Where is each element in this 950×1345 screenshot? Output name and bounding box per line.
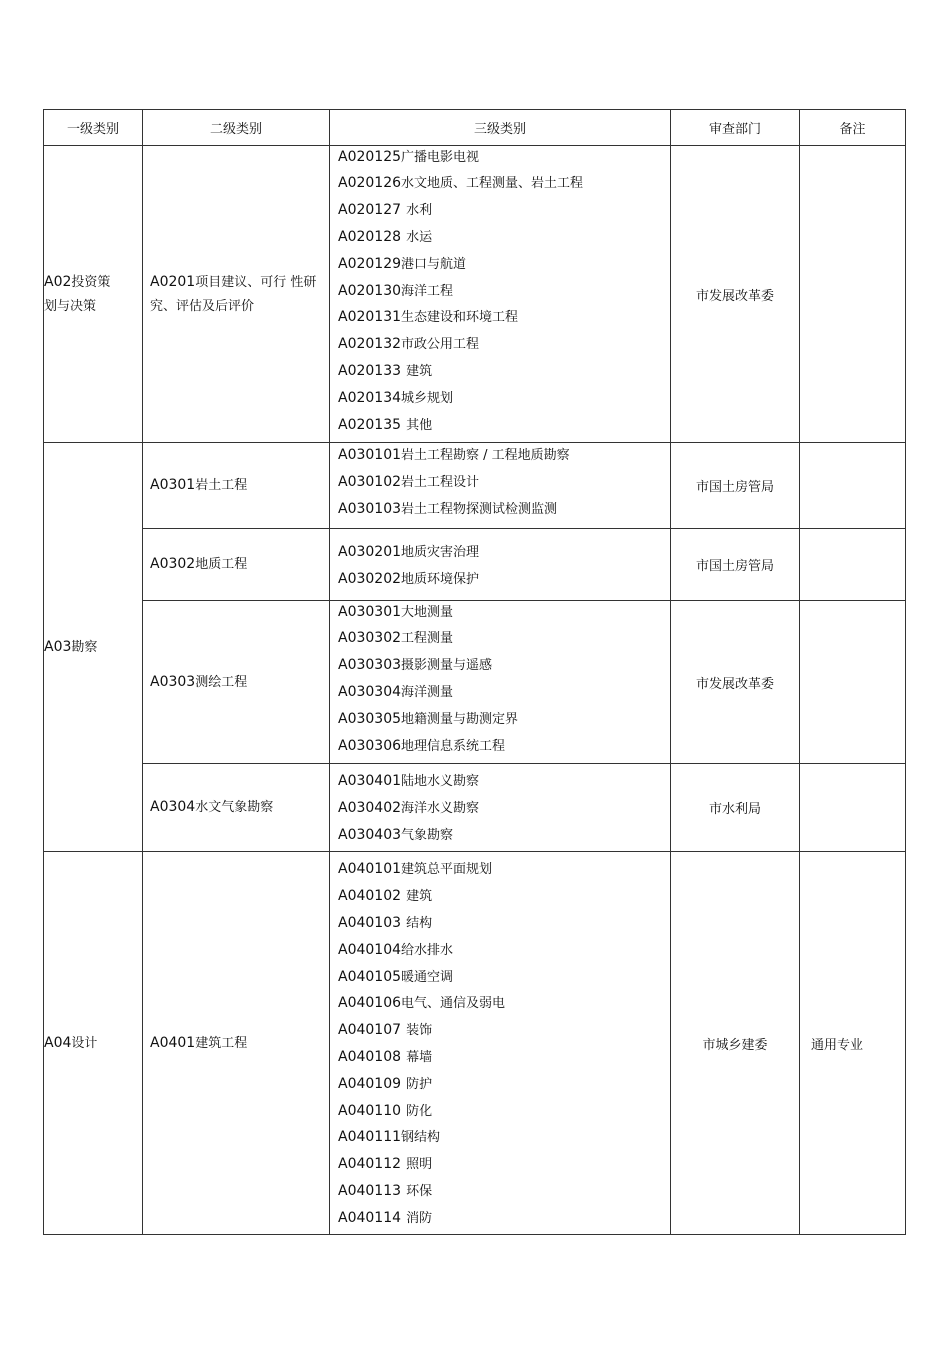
item-code: A020125 — [338, 148, 402, 165]
item-code: A040104 — [338, 941, 402, 958]
level2-cell — [143, 529, 330, 601]
table-row — [44, 146, 906, 443]
level2-code: A0302 — [150, 556, 196, 572]
dept-cell: 市发展改革委 — [671, 601, 800, 764]
level1-cell — [44, 146, 143, 443]
item-code: A040113 — [338, 1182, 402, 1199]
item-code: A030403 — [338, 826, 402, 843]
level1-cell — [44, 443, 143, 852]
item-name: 暖通空调 — [401, 969, 454, 985]
list-item — [338, 855, 670, 882]
note-cell — [800, 146, 906, 443]
item-code: A040111 — [338, 1129, 402, 1146]
level1-code: A02 — [44, 273, 72, 290]
item-name: 陆地水义勘察 — [401, 774, 480, 790]
item-name: 岩土工程物探测试检测监测 — [401, 501, 558, 517]
list-item — [338, 821, 670, 848]
item-code: A030401 — [338, 773, 402, 790]
header-level3: 三级类别 — [330, 110, 671, 146]
list-item — [338, 678, 670, 705]
item-name: 照明 — [406, 1157, 433, 1173]
item-code: A020133 — [338, 362, 402, 379]
item-name: 市政公用工程 — [401, 337, 480, 353]
item-name: 建筑总平面规划 — [401, 862, 493, 878]
list-item — [338, 565, 670, 592]
item-code: A040108 — [338, 1049, 402, 1065]
level3-cell — [330, 764, 671, 852]
item-code: A040101 — [338, 861, 402, 878]
list-item — [338, 495, 670, 522]
level2-cell — [143, 601, 330, 764]
item-name: 气象勘察 — [401, 827, 454, 843]
item-code: A040105 — [338, 968, 402, 985]
level2-name: 地质工程 — [195, 557, 248, 572]
level2-cell — [143, 443, 330, 529]
item-code: A040112 — [338, 1156, 402, 1173]
level1-name: 勘察 — [71, 639, 98, 655]
item-name: 地理信息系统工程 — [401, 738, 506, 754]
item-code: A020131 — [338, 309, 402, 326]
item-code: A030301 — [338, 603, 402, 620]
item-code: A030303 — [338, 657, 402, 674]
list-item — [338, 1204, 670, 1231]
level2-code: A0303 — [150, 673, 196, 690]
item-code: A020128 — [338, 229, 402, 245]
list-item — [338, 411, 670, 438]
item-name: 建筑 — [406, 363, 433, 379]
item-name: 消防 — [406, 1210, 433, 1226]
level1-name: 设计 — [71, 1035, 98, 1051]
item-code: A030201 — [338, 543, 402, 560]
item-name: 港口与航道 — [401, 256, 467, 272]
level2-name: 岩土工程 — [195, 478, 248, 493]
list-item — [338, 882, 670, 909]
list-item — [338, 169, 670, 196]
item-name: 地质环境保护 — [401, 571, 480, 587]
note-cell — [800, 601, 906, 764]
list-item — [338, 1016, 670, 1043]
list-item — [338, 277, 670, 304]
list-item — [338, 250, 670, 277]
level2-cell — [143, 764, 330, 852]
item-name: 广播电影电视 — [401, 149, 480, 165]
item-code: A030202 — [338, 570, 402, 587]
level2-code: A0201 — [150, 273, 196, 290]
item-code: A040114 — [338, 1209, 402, 1226]
dept-cell: 市水利局 — [671, 764, 800, 852]
level2-code: A0301 — [150, 477, 196, 493]
item-name: 城乡规划 — [401, 390, 454, 406]
item-name: 防护 — [406, 1076, 433, 1092]
dept-cell: 市国土房管局 — [671, 443, 800, 529]
header-note: 备注 — [800, 110, 906, 146]
list-item — [338, 1070, 670, 1097]
item-code: A040109 — [338, 1075, 402, 1092]
level1-code: A04 — [44, 1034, 72, 1051]
item-code: A030305 — [338, 710, 402, 727]
list-item — [338, 468, 670, 495]
level1-code: A03 — [44, 638, 72, 655]
item-name: 地籍测量与勘测定界 — [401, 711, 519, 727]
note-cell — [800, 443, 906, 529]
item-name: 水文地质、工程测量、岩土工程 — [401, 176, 584, 192]
item-name: 电气、通信及弱电 — [401, 996, 506, 1012]
item-code: A020135 — [338, 416, 402, 433]
item-name: 装饰 — [406, 1023, 433, 1039]
item-name: 岩土工程勘察 / 工程地质勘察 — [401, 448, 570, 464]
item-code: A030402 — [338, 800, 402, 817]
list-item — [338, 598, 670, 625]
level2-cell — [143, 146, 330, 443]
list-item — [338, 330, 670, 357]
header-level1: 一级类别 — [44, 110, 143, 146]
item-code: A030304 — [338, 684, 402, 700]
level3-cell — [330, 852, 671, 1235]
list-item — [338, 223, 670, 250]
level2-name: 测绘工程 — [195, 674, 248, 690]
item-name: 工程测量 — [401, 631, 454, 647]
item-name: 水运 — [406, 230, 433, 245]
list-item — [338, 303, 670, 330]
level3-cell — [330, 601, 671, 764]
list-item — [338, 441, 670, 468]
item-name: 防化 — [406, 1103, 433, 1119]
level3-cell — [330, 529, 671, 601]
item-name: 生态建设和环境工程 — [401, 310, 519, 326]
list-item — [338, 384, 670, 411]
list-item — [338, 1043, 670, 1070]
item-code: A030101 — [338, 447, 402, 464]
item-code: A030103 — [338, 500, 402, 517]
dept-cell: 市发展改革委 — [671, 146, 800, 443]
list-item — [338, 1177, 670, 1204]
list-item — [338, 936, 670, 963]
dept-cell: 市国土房管局 — [671, 529, 800, 601]
table-row — [44, 852, 906, 1235]
list-item — [338, 909, 670, 936]
item-name: 给水排水 — [401, 942, 454, 958]
level2-name: 水文气象勘察 — [195, 800, 274, 815]
list-item — [338, 538, 670, 565]
item-name: 水利 — [406, 203, 433, 219]
list-item — [338, 1150, 670, 1177]
level2-cell — [143, 852, 330, 1235]
table-row — [44, 764, 906, 852]
item-code: A030306 — [338, 737, 402, 754]
list-item — [338, 624, 670, 651]
list-item — [338, 767, 670, 794]
list-item — [338, 989, 670, 1016]
item-code: A040102 — [338, 888, 402, 905]
table-row — [44, 601, 906, 764]
item-code: A030302 — [338, 630, 402, 647]
list-item — [338, 1123, 670, 1150]
table-row — [44, 443, 906, 529]
category-table — [43, 109, 906, 1235]
item-code: A040106 — [338, 995, 402, 1012]
item-code: A030102 — [338, 474, 402, 491]
table-row — [44, 529, 906, 601]
item-name: 大地测量 — [401, 604, 454, 620]
note-cell — [800, 764, 906, 852]
level1-name: 投资策划与决策 — [44, 274, 111, 314]
item-code: A020127 — [338, 202, 402, 219]
level3-cell — [330, 443, 671, 529]
item-code: A040110 — [338, 1102, 402, 1119]
item-name: 海洋工程 — [401, 283, 454, 299]
note-cell: 通用专业 — [800, 852, 906, 1235]
item-code: A020134 — [338, 389, 402, 406]
list-item — [338, 1097, 670, 1124]
level2-name: 建筑工程 — [195, 1035, 248, 1051]
item-name: 幕墙 — [406, 1050, 433, 1065]
item-code: A020132 — [338, 336, 402, 353]
item-name: 结构 — [406, 916, 433, 932]
list-item — [338, 651, 670, 678]
item-code: A020129 — [338, 255, 402, 272]
item-code: A040107 — [338, 1022, 402, 1039]
list-item — [338, 705, 670, 732]
level2-code: A0401 — [150, 1034, 196, 1051]
level3-cell — [330, 146, 671, 443]
item-name: 环保 — [406, 1183, 433, 1199]
item-name: 钢结构 — [401, 1130, 441, 1146]
level1-cell — [44, 852, 143, 1235]
item-name: 岩土工程设计 — [401, 475, 480, 491]
dept-cell: 市城乡建委 — [671, 852, 800, 1235]
list-item — [338, 794, 670, 821]
note-cell — [800, 529, 906, 601]
list-item — [338, 963, 670, 990]
item-code: A020130 — [338, 282, 402, 299]
header-row — [44, 110, 906, 146]
item-code: A040103 — [338, 915, 402, 932]
level2-name: 项目建议、可行 性研究、评估及后评价 — [150, 274, 317, 314]
item-name: 海洋测量 — [401, 685, 454, 700]
item-name: 地质灾害治理 — [401, 544, 480, 560]
list-item — [338, 732, 670, 759]
item-name: 摄影测量与遥感 — [401, 658, 493, 674]
list-item — [338, 143, 670, 170]
item-name: 建筑 — [406, 889, 433, 905]
item-name: 海洋水义勘察 — [401, 801, 480, 817]
item-code: A020126 — [338, 175, 402, 192]
header-level2: 二级类别 — [143, 110, 330, 146]
list-item — [338, 196, 670, 223]
list-item — [338, 357, 670, 384]
header-dept: 审查部门 — [671, 110, 800, 146]
item-name: 其他 — [406, 417, 433, 433]
level2-code: A0304 — [150, 799, 196, 815]
